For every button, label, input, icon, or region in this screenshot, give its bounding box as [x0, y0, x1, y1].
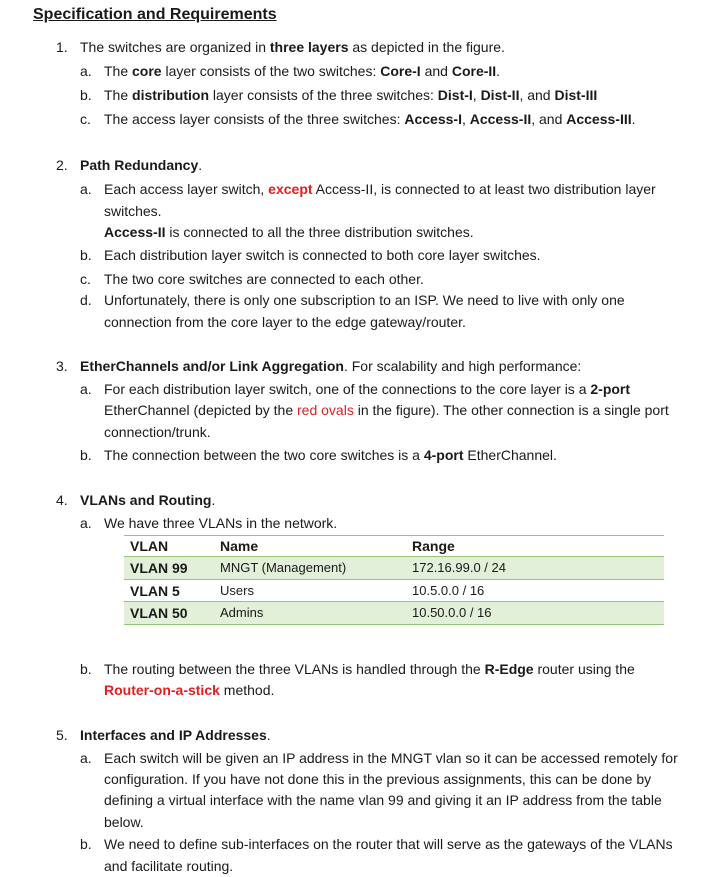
s5a-line1: Each switch will be given an IP address in the MNGT vlan so it can be accessed remotely for [104, 750, 678, 766]
item-number-2: 2. [56, 157, 68, 173]
table-cell: 172.16.99.0 / 24 [412, 560, 506, 575]
s2c-marker: c. [80, 271, 91, 287]
s2d-line1: Unfortunately, there is only one subscription to an ISP. We need to live with only one [104, 292, 625, 308]
s2d-marker: d. [80, 292, 92, 308]
s3a-line3: connection/trunk. [104, 424, 211, 440]
s4b-line2: Router-on-a-stick method. [104, 682, 275, 698]
s1c-marker: c. [80, 111, 91, 127]
s1b-text: The distribution layer consists of the three switches: Dist-I, Dist-II, and Dist-III [104, 87, 598, 103]
s1b-marker: b. [80, 87, 92, 103]
s2a-marker: a. [80, 181, 92, 197]
table-cell: Admins [220, 605, 264, 620]
table-row [124, 580, 664, 602]
s2b-text: Each distribution layer switch is connected to both core layer switches. [104, 247, 541, 263]
s5-heading: Interfaces and IP Addresses. [80, 727, 271, 743]
header-range: Range [412, 538, 455, 554]
header-vlan: VLAN [130, 538, 169, 554]
s1a-marker: a. [80, 63, 92, 79]
page-title: Specification and Requirements [33, 6, 277, 23]
s5b-line2: and facilitate routing. [104, 858, 234, 874]
s3b-text: The connection between the two core switches is a 4-port EtherChannel. [104, 447, 557, 463]
table-row [124, 557, 664, 579]
s1a-text: The core layer consists of the two switches: Core-I and Core-II. [104, 63, 501, 79]
s2a-line2: switches. [104, 203, 162, 219]
item-number-3: 3. [56, 358, 68, 374]
s2a-line3: Access-II is connected to all the three distribution switches. [104, 224, 474, 240]
table-cell: Users [220, 583, 254, 598]
s5b-marker: b. [80, 836, 92, 852]
table-cell: VLAN 50 [130, 605, 188, 621]
table-cell: 10.50.0.0 / 16 [412, 605, 492, 620]
s4a-marker: a. [80, 515, 92, 531]
s3a-line1: For each distribution layer switch, one of the connections to the core layer is a 2-port [104, 381, 631, 397]
table-cell: VLAN 99 [130, 560, 188, 576]
s1c-text: The access layer consists of the three switches: Access-I, Access-II, and Access-III. [104, 111, 636, 127]
s5a-line3: defining a virtual interface with the name vlan 99 and giving it an IP address from the table [104, 792, 662, 808]
s4b-line1: The routing between the three VLANs is handled through the R-Edge router using the [104, 661, 635, 677]
item-number-1: 1. [56, 39, 68, 55]
s5b-line1: We need to define sub-interfaces on the router that will serve as the gateways of the VLANs [104, 836, 673, 852]
header-name: Name [220, 538, 259, 554]
table-row [124, 602, 664, 624]
s4-heading: VLANs and Routing. [80, 492, 216, 508]
s3a-line2: EtherChannel (depicted by the red ovals in the figure). The other connection is a single port [104, 402, 669, 418]
s2c-text: The two core switches are connected to each other. [104, 271, 424, 287]
s4b-marker: b. [80, 661, 92, 677]
s2b-marker: b. [80, 247, 92, 263]
item-number-4: 4. [56, 492, 68, 508]
s3-heading: EtherChannels and/or Link Aggregation. For scalability and high performance: [80, 358, 582, 374]
s4a-text: We have three VLANs in the network. [104, 515, 338, 531]
table-cell: MNGT (Management) [220, 560, 347, 575]
s2a-line1: Each access layer switch, except Access-II, is connected to at least two distribution layer [104, 181, 656, 197]
s1-text: The switches are organized in three layers as depicted in the figure. [80, 39, 505, 55]
table-header-row [124, 535, 664, 557]
s5a-line2: configuration. If you have not done this in the previous assignments, this can be done by [104, 771, 652, 787]
s2d-line2: connection from the core layer to the edge gateway/router. [104, 314, 466, 330]
s5a-line4: below. [104, 814, 144, 830]
table-cell: VLAN 5 [130, 583, 180, 599]
table-cell: 10.5.0.0 / 16 [412, 583, 485, 598]
s3a-marker: a. [80, 381, 92, 397]
s5a-marker: a. [80, 750, 92, 766]
s3b-marker: b. [80, 447, 92, 463]
item-number-5: 5. [56, 727, 68, 743]
s2-heading: Path Redundancy. [80, 157, 203, 173]
